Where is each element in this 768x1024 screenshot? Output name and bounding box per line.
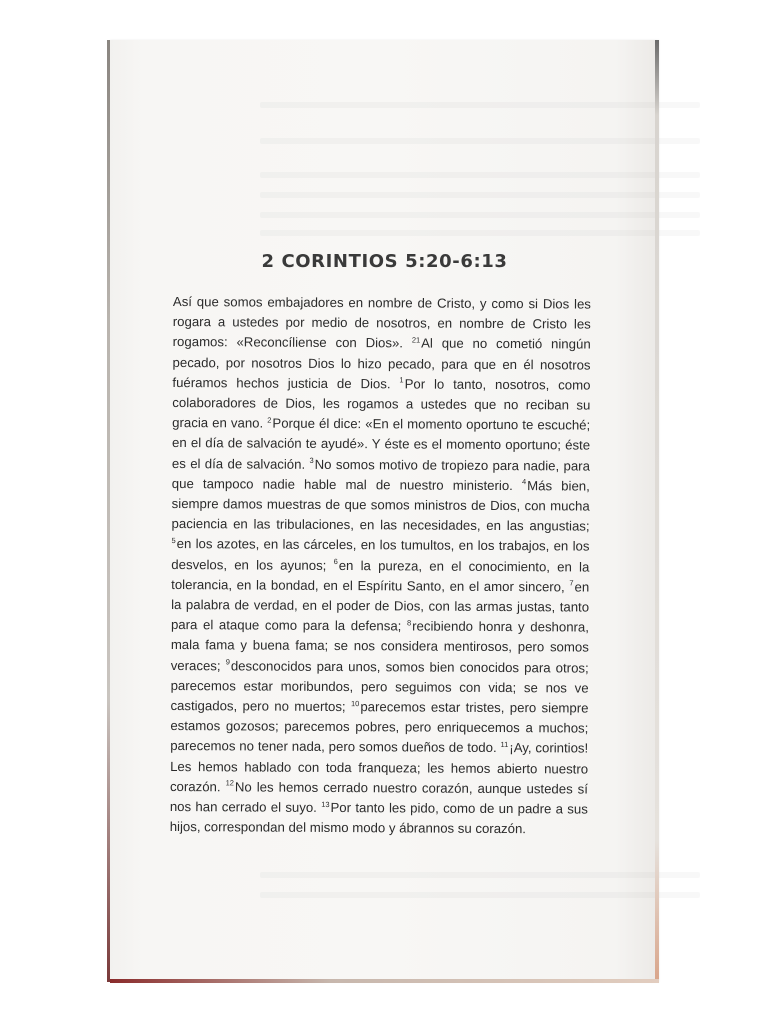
verse-number: 3 [309,456,314,466]
passage-heading: 2 CORINTIOS 5:20-6:13 [261,251,508,272]
verse-number: 8 [407,618,412,628]
bleed-through-text [260,192,700,198]
verse-number: 6 [333,557,338,567]
verse-number: 10 [350,698,360,708]
verse-text: recibiendo honra y deshonra, mala fama y buena fama; se nos considera mentirosos, pero somos veraces; [170,618,590,673]
verse-text: Así que somos embajadores en nombre de Cristo, y como si Dios les rogara a ustedes por medio de nosotros, en nombre de Cristo les rogamos: «Reconcíliense con Dios». [172,293,591,351]
page-right-edge [655,40,659,982]
page-spine-edge [107,40,110,982]
verse-text: Por lo tanto, nosotros, como colaboradores de Dios, les rogamos a ustedes que no reciban su gracia en vano. [172,376,591,431]
cover-bottom-edge [110,979,659,983]
verse-text: No les hemos cerrado nuestro corazón, aunque ustedes sí nos han cerrado el suyo. [169,779,589,815]
verse-number: 13 [321,799,330,809]
verse-text: en los azotes, en las cárceles, en los tumultos, en los trabajos, en los desvelos, en los ayunos; [171,536,590,573]
verse-text: en la palabra de verdad, en el poder de Dios, con las armas justas, tanto para el ataque como para la defensa; [170,579,590,634]
verse-text: ¡Ay, corintios! Les hemos hablado con toda franqueza; les hemos abierto nuestro corazón. [169,740,589,795]
verse-text: Más bien, siempre damos muestras de que somos ministros de Dios, con mucha paciencia en las tribulaciones, en las necesidades, en las angustias; [171,477,590,534]
bleed-through-text [260,872,700,878]
verse-number: 11 [500,740,509,750]
verse-number: 9 [225,657,230,667]
verse-text: desconocidos para unos, somos bien conocidos para otros; parecemos estar moribundos, pero seguimos con vida; se nos ve castigados, pero no muertos; [170,658,589,715]
scripture-passage [170,292,591,840]
verse-number: 1 [399,375,404,385]
bleed-through-text [260,892,700,898]
verse-text: Al que no cometió ningún pecado, por nosotros Dios lo hizo pecado, para que en él nosotros fuéramos hechos justicia de Dios. [172,335,591,392]
verse-text: No somos motivo de tropiezo para nadie, para que tampoco nadie hable mal de nuestro ministerio. [171,456,590,493]
verse-number: 7 [569,578,574,588]
bleed-through-text [260,138,700,144]
verse-number: 21 [411,335,421,345]
bleed-through-text [260,212,700,218]
verse-number: 4 [521,477,527,487]
verse-text: en la pureza, en el conocimiento, en la tolerancia, en la bondad, en el Espíritu Santo, en el amor sincero, [171,557,590,595]
verse-text: Porque él dice: «En el momento oportuno te escuché; en el día de salvación te ayudé». Y éste es el momento oportuno; éste es el día de salvación. [171,415,591,472]
verse-number: 12 [225,778,234,788]
verse-number: 2 [267,415,272,425]
bleed-through-text [260,172,700,178]
verse-text: parecemos estar tristes, pero siempre estamos gozosos; parecemos pobres, pero enriquecemos a muchos; parecemos no tener nada, pero somos dueños de todo. [170,699,589,756]
verse-number: 5 [171,536,176,546]
bleed-through-text [260,230,700,236]
verse-text: Por tanto les pido, como de un padre a sus hijos, correspondan del mismo modo y ábrannos su corazón. [169,800,588,837]
bleed-through-text [260,102,700,108]
